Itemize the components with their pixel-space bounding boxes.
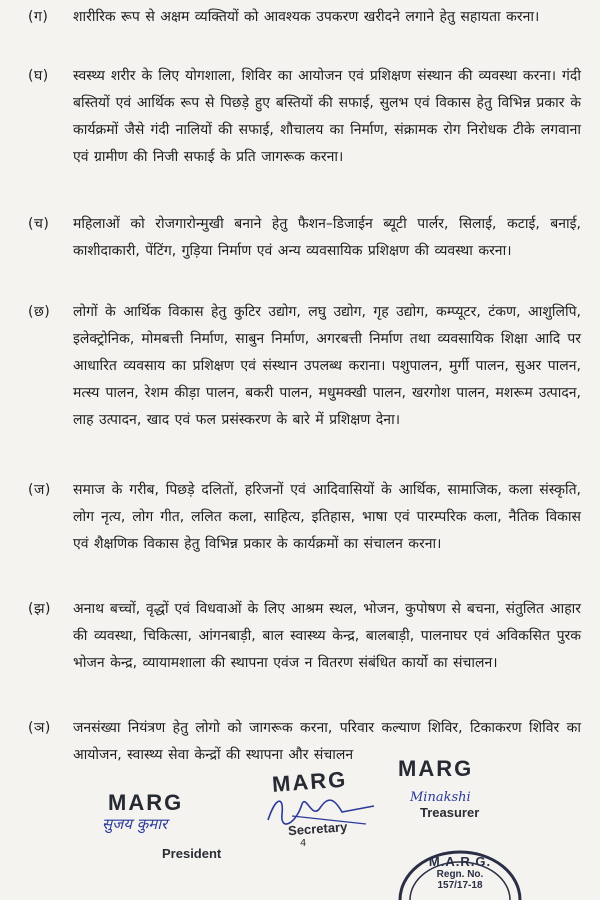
- item-marker: (ञ): [28, 720, 51, 736]
- item-marker: (च): [28, 216, 50, 232]
- item-text: लोगों के आर्थिक विकास हेतु कुटिर उद्योग, लघु उद्योग, गृह उद्योग, कम्प्यूटर, टंकण, आशुलिपि, इलेक्ट्रोनिक, मोमबत्ती निर्माण, साबुन निर्माण, अगरबत्ती निर्माण तथा व्यवसायिक शिक्षा आदि पर आधारित व्यवसाय का प्रशिक्षण एवं संस्थान उपलब्ध कराना। पशुपालन, मुर्गी पालन, सुअर पालन, मत्स्य पालन, रेशम कीड़ा पालन, बकरी पालन, मधुमक्खी पालन, खरगोश पालन, मशरूम उत्पादन, लाह उत्पादन, खाद एवं फल प्रसंस्करण के बारे में प्रशिक्षण देना।: [73, 304, 581, 428]
- item-text: समाज के गरीब, पिछड़े दलितों, हरिजनों एवं आदिवासियों के आर्थिक, सामाजिक, कला संस्कृति, लोग नृत्य, लोग गीत, ललित कला, साहित्य, इतिहास, भाषा एवं पारम्परिक कला, नैतिक विकास एवं शैक्षणिक विकास हेतु विभिन्न प्रकार के कार्यक्रमों का संचालन करना।: [73, 482, 581, 552]
- president-handwritten-signature: सुजय कुमार: [102, 815, 168, 833]
- item-text: जनसंख्या नियंत्रण हेतु लोगो को जागरूक करना, परिवार कल्याण शिविर, टिकाकरण शिविर का आयोजन, स्वास्थ्य सेवा केन्द्रों की स्थापना और संचालन: [73, 720, 581, 763]
- secretary-role-label: Secretary: [287, 819, 348, 839]
- treasurer-role-label: Treasurer: [420, 805, 480, 820]
- secretary-signature-block: [262, 766, 382, 839]
- page-number: 4: [300, 838, 307, 849]
- secretary-org-stamp: MARG: [271, 766, 349, 797]
- president-signature-block: [102, 790, 222, 861]
- registration-seal: [395, 848, 525, 891]
- item-text: शारीरिक रूप से अक्षम व्यक्तियों को आवश्यक उपकरण खरीदने लगाने हेतु सहायता करना।: [73, 9, 540, 25]
- item-marker: (ज): [28, 482, 51, 498]
- item-marker: (ग): [28, 9, 49, 25]
- item-marker: (छ): [28, 304, 51, 320]
- item-text: स्वस्थ्य शरीर के लिए योगशाला, शिविर का आयोजन एवं प्रशिक्षण संस्थान की व्यवस्था करना। गंदी बस्तियों एवं आर्थिक रूप से पिछड़े हुए बस्तियों की सफाई, सुलभ एवं विकास हेतु विभिन्न प्रकार के कार्यक्रमों जैसे गंदी नालियों की सफाई, शौचालय का निर्माण, संक्रामक रोग निरोधक टीके लगवाना एवं ग्रामीण की निजी सफाई के प्रति जागरूक करना।: [73, 68, 581, 165]
- item-text: अनाथ बच्चों, वृद्धों एवं विधवाओं के लिए आश्रम स्थल, भोजन, कुपोषण से बचना, संतुलित आहार की व्यवस्था, चिकित्सा, आंगनबाड़ी, बाल स्वास्थ्य केन्द्र, बालबाड़ी, पालनाघर एवं अविकसित पुरक भोजन केन्द्र, व्यायामशाला की स्थापना एवंज न वितरण संबंधित कार्यो का संचालन।: [73, 601, 581, 671]
- treasurer-handwritten-signature: Minakshi: [410, 790, 471, 805]
- seal-org-name: M.A.R.G.: [428, 854, 492, 869]
- seal-regn-number: 157/17-18: [437, 880, 483, 891]
- item-text: महिलाओं को रोजगारोन्मुखी बनाने हेतु फैशन–डिजाईन ब्यूटी पार्लर, सिलाई, कटाई, बनाई, काशीदाकारी, पेंटिंग, गुड़िया निर्माण एवं अन्य व्यवसायिक प्रशिक्षण की व्यवस्था करना।: [73, 216, 581, 259]
- item-marker: (घ): [28, 68, 49, 84]
- president-org-stamp: MARG: [108, 790, 184, 815]
- treasurer-org-stamp: MARG: [398, 756, 474, 781]
- item-marker: (झ): [28, 601, 52, 617]
- seal-regn-label: Regn. No.: [436, 869, 484, 880]
- president-role-label: President: [162, 846, 222, 861]
- treasurer-signature-block: [398, 756, 479, 820]
